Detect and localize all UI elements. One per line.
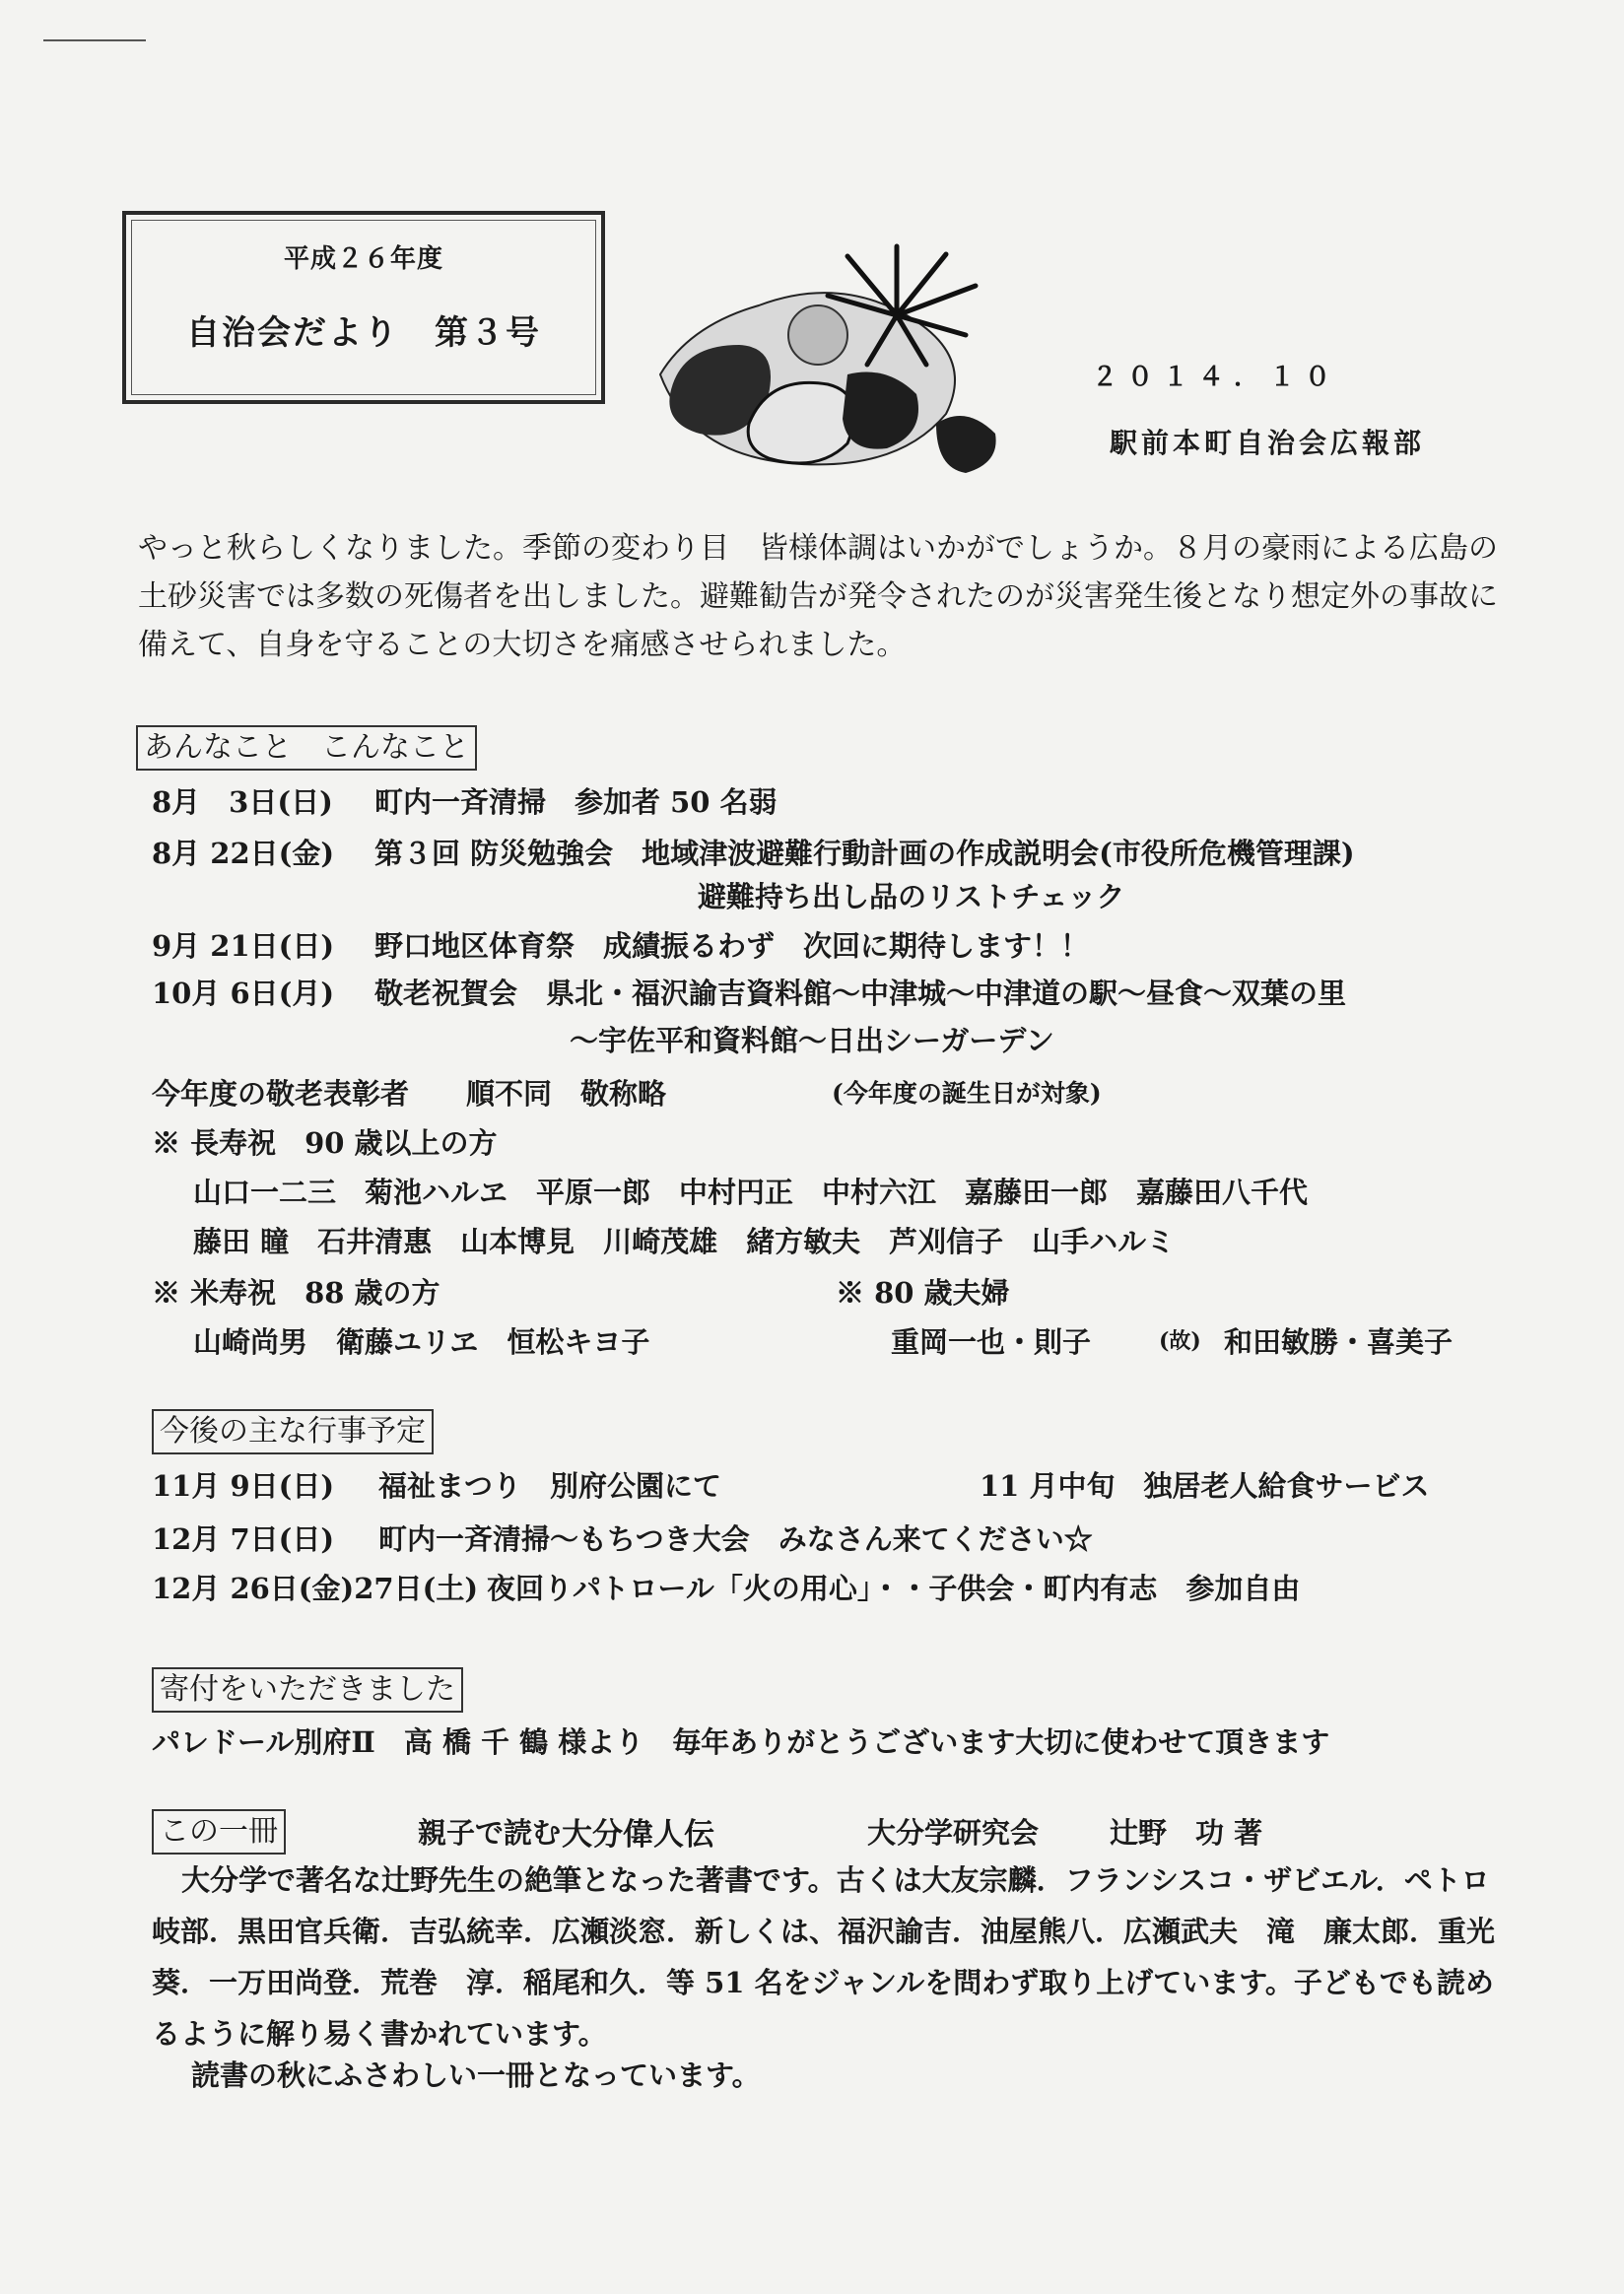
book-subtitle: 親子で読む — [418, 1816, 562, 1850]
activity-date: 10月 6日(月) — [152, 977, 335, 1010]
intro-paragraph: やっと秋らしくなりました。季節の変わり目 皆様体調はいかがでしょうか。８月の豪雨による広島の土砂災害では多数の死傷者を出しました。避難勧告が発令されたのが災害発生後となり想定外の事故に備えて、自身を守ることの大切さを痛感させられました。 — [138, 531, 1498, 662]
donation-heading: 寄付をいただきました — [152, 1667, 463, 1713]
activity-text: 敬老祝賀会 県北・福沢諭吉資料館～中津城～中津道の駅～昼食～双葉の里 — [374, 977, 1347, 1010]
book-description: 大分学で著名な辻野先生の絶筆となった著書です。古くは大友宗麟．フランシスコ・ザビエル．ペトロ岐部．黒田官兵衛．吉弘統幸．広瀬淡窓．新しくは、福沢諭吉．油屋熊八．広瀬武夫 滝 廉太郎．重光 葵．一万田尚登．荒巻 淳．稲尾和久．等 51 名をジャンルを問わず取り上げています。子どもでも読めるように解り易く書かれています。 — [152, 1863, 1524, 2051]
longevity-names: 山口一二三 菊池ハルヱ 平原一郎 中村円正 中村六江 嘉藤田一郎 嘉藤田八千代 — [193, 1176, 1309, 1209]
activity-date: 9月 21日(日) — [152, 929, 335, 963]
book-title: 大分偉人伝 — [562, 1817, 714, 1853]
activity-date: 8月 22日(金) — [152, 837, 335, 870]
issue-date: ２０１４．１０ — [1092, 363, 1341, 392]
couple-names: 重岡一也・則子 — [891, 1325, 1092, 1359]
activity-text: 町内一斉清掃 参加者 50 名弱 — [374, 785, 778, 819]
longevity-names: 藤田 瞳 石井清惠 山本博見 川崎茂雄 緒方敏夫 芦刈信子 山手ハルミ — [193, 1225, 1176, 1258]
book-heading: この一冊 — [152, 1809, 286, 1855]
activities-heading: あんなこと こんなこと — [136, 725, 477, 771]
schedule-date: 12月 26日(金)27日(土) — [152, 1572, 479, 1605]
couple-names: 和田敏勝・喜美子 — [1224, 1325, 1454, 1359]
schedule-text: 11 月中旬 独居老人給食サービス — [980, 1469, 1430, 1503]
couple-label: ※ 80 歳夫婦 — [836, 1276, 1010, 1310]
longevity-label: ※ 長寿祝 90 歳以上の方 — [152, 1126, 498, 1160]
schedule-text: 町内一斉清掃～もちつき大会 みなさん来てください☆ — [378, 1522, 1093, 1556]
book-author: 辻野 功 著 — [1110, 1816, 1263, 1850]
publisher: 駅前本町自治会広報部 — [1110, 427, 1426, 459]
chestnut-and-burr-illustration-icon — [650, 236, 1045, 483]
activity-text: 避難持ち出し品のリストチェック — [698, 880, 1125, 913]
beiju-label: ※ 米寿祝 88 歳の方 — [152, 1276, 440, 1310]
title-box — [122, 211, 605, 404]
honorees-note: (今年度の誕生日が対象) — [832, 1079, 1102, 1108]
activity-date: 8月 3日(日) — [152, 785, 333, 819]
book-closing: 読書の秋にふさわしい一冊となっています。 — [191, 2058, 761, 2092]
activity-text: 第３回 防災勉強会 地域津波避難行動計画の作成説明会(市役所危機管理課) — [374, 837, 1355, 870]
book-org: 大分学研究会 — [867, 1816, 1040, 1850]
deceased-mark: (故) — [1159, 1328, 1201, 1354]
beiju-names: 山崎尚男 衛藤ユリヱ 恒松キヨ子 — [193, 1325, 650, 1359]
schedule-date: 11月 9日(日) — [152, 1469, 335, 1503]
activity-text: ～宇佐平和資料館～日出シーガーデン — [570, 1024, 1054, 1057]
schedule-date: 12月 7日(日) — [152, 1522, 335, 1556]
donation-text: パレドール別府Ⅱ 高 橋 千 鶴 様より 毎年ありがとうございます大切に使わせて頂きます — [152, 1725, 1330, 1759]
fiscal-year: 平成２６年度 — [283, 244, 443, 274]
schedule-text: 福祉まつり 別府公園にて — [378, 1469, 722, 1503]
corner-mark — [43, 39, 146, 41]
activity-text: 野口地区体育祭 成績振るわず 次回に期待します！！ — [374, 929, 1090, 963]
newsletter-title: 自治会だより 第３号 — [186, 313, 541, 353]
schedule-text: 夜回りパトロール「火の用心」・・子供会・町内有志 参加自由 — [487, 1572, 1301, 1605]
schedule-heading: 今後の主な行事予定 — [152, 1409, 434, 1454]
honorees-heading: 今年度の敬老表彰者 順不同 敬称略 — [152, 1077, 667, 1111]
